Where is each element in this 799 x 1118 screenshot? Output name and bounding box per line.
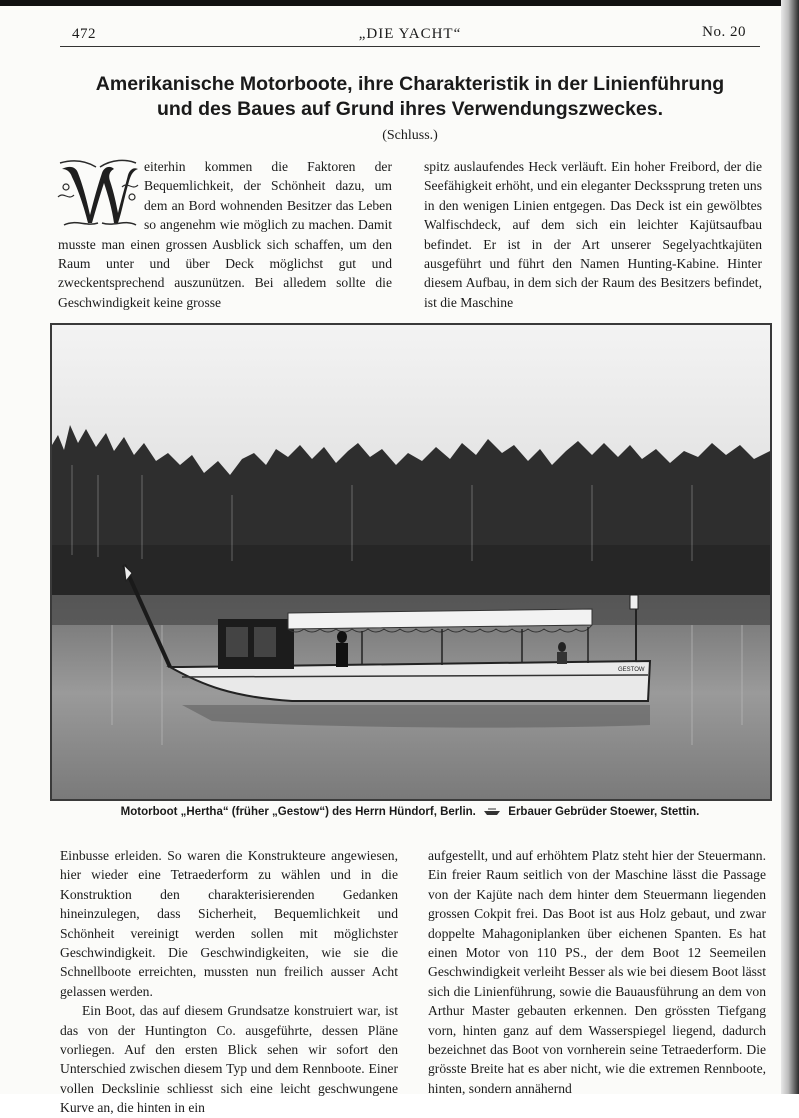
article-title-line-2: und des Baues auf Grund ihres Verwendungszweckes. [156,98,664,120]
page-number: 472 [72,26,96,42]
column-top-right [424,157,762,312]
scan-right-edge [781,0,799,1094]
caption-text-left: Motorboot „Hertha“ (früher „Gestow“) des Herrn Hündorf, Berlin. [120,806,476,818]
paragraph-bottom-right: aufgestellt, und auf erhöhtem Platz steht hier der Steuermann. Ein freier Raum seitlich von der Maschine lässt die Passage von der Kajüte nach dem hinter dem Steuermann liegenden grossen Cokpit frei. Das Boot ist aus Holz gebaut, und zwar doppelte Mahagoniplanken über eichenen Spanten. Es hat einen Motor von 110 PS., der dem Boot 12 Seemeilen Geschwindigkeit verleiht Besser als wie bei diesem Boot lässt sich die Linienführung, sowie die Bauausführung an dem von Arthur Master gebauten erkennen. Den grössten Tiefgang vorn, hinten ganz auf dem Wasserspiegel liegend, dadurch bezeichnet das Boot von vornherein seine Tetraederform. Die grösste Breite hat es aber nicht, wie die extremen Rennboote, hinten, sondern annähernd [428,848,766,1096]
hull-name-label: GESTOW [618,667,645,673]
paragraph-bottom-left-1: Einbusse erleiden. So waren die Konstrukteure angewiesen, hier wieder eine Tetraederform zu wählen und in die Konstruktion den charakterisierenden Gedanken hineinzulegen, dass Sicherheit, Bequemlichkeit und Schönheit vereinigt werden sollen mit möglichster Geschwindigkeit. Die Geschwindigkeiten, wie sie die Schnellboote erreichten, mussten nun freilich ausser Acht gelassen werden. [60,848,398,999]
header-rule [60,46,760,47]
photo-caption [60,806,760,818]
ornamental-w-icon [56,157,140,229]
running-title: „DIE YACHT“ [358,26,462,42]
paragraph-bottom-left-2: Ein Boot, das auf diesem Grundsatze konstruiert war, ist das von der Huntington Co. ausgeführte, dessen Pläne vorliegen. Auf den ersten Blick sehen wir sofort den Unterschied zwischen diesem Typ und dem Rennboote. Einer vollen Deckslinie schliesst sich eine leicht geschwungene Kurve an, die hinten in ein [60,1003,398,1116]
paragraph-intro: eiterhin kommen die Faktoren der Bequemlichkeit, der Schönheit dazu, um dem an Bord wohnenden Besitzer das Leben so angenehm wie möglich zu machen. Damit musste man einen grossen Ausblick sich schaffen, um den Raum unter und über Deck möglichst gut und zweckentsprechend auszunützen. Bei alledem sollte die Geschwindigkeit keine grosse [58,159,392,310]
column-top-left [58,157,392,312]
article-subtitle: (Schluss.) [382,128,438,143]
article-title-line-1: Amerikanische Motorboote, ihre Charakteristik in der Linienführung [95,73,725,95]
boat-photo-image [52,325,770,799]
boat-emblem-icon [483,808,501,816]
ornamental-initial [56,157,140,229]
paragraph-top-right: spitz auslaufendes Heck verläuft. Ein hoher Freibord, der die Seefähigkeit erhöht, und ein eleganter Deckssprung treten uns in den wenigen Linien entgegen. Das Deck ist ein gewölbtes Walfischdeck, auf dem sich ein leichter Kajütsaufbau befindet. Er ist in der Art unserer Segelyachtkajüten ausgeführt und führt den Namen Hunting-Kabine. Hinter diesem Aufbau, in dem sich der Raum des Besitzers befindet, ist die Maschine [424,159,762,310]
column-bottom-right [428,846,766,1098]
scan-top-edge [0,0,799,6]
issue-number: No. 20 [702,24,746,40]
article-title [60,72,760,122]
column-bottom-left [60,846,398,1118]
caption-text-right: Erbauer Gebrüder Stoewer, Stettin. [508,806,700,818]
page-header [60,22,760,48]
boat-photograph [50,323,772,801]
